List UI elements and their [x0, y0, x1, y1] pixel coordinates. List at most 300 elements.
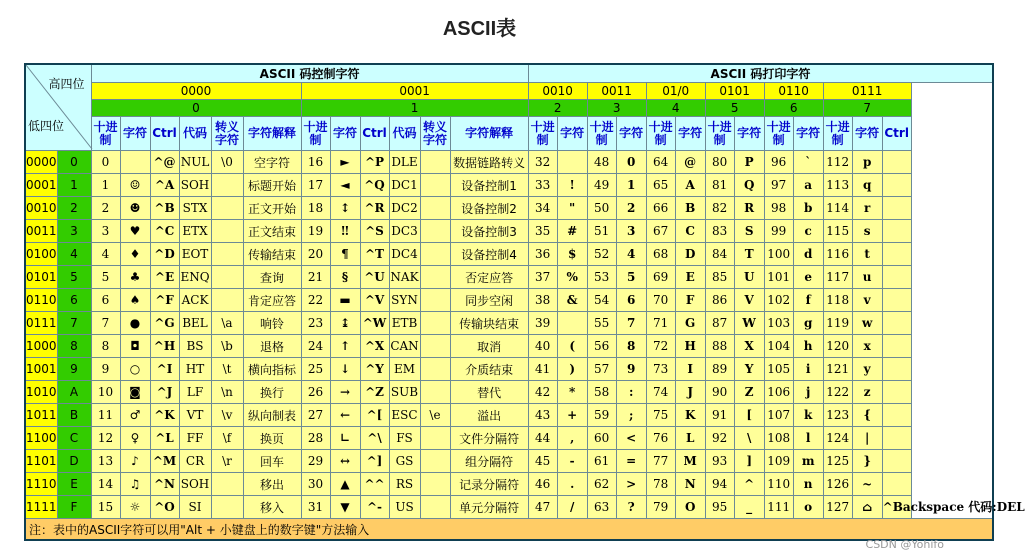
- cell-dec: 31: [301, 496, 330, 519]
- cell-dec: 84: [705, 243, 734, 266]
- section-print-title: ASCII 码打印字符: [528, 64, 993, 83]
- cell-dec: 75: [646, 404, 675, 427]
- cell-dec: 108: [764, 427, 793, 450]
- cell-dec: 94: [705, 473, 734, 496]
- cell-desc: 同步空闲: [450, 289, 528, 312]
- row-hex: C: [57, 427, 91, 450]
- cell-ctrl: ^U: [360, 266, 389, 289]
- cell-dec: 9: [91, 358, 120, 381]
- cell-escape: [420, 243, 450, 266]
- cell-char: ●: [120, 312, 150, 335]
- cell-desc: 查询: [243, 266, 301, 289]
- cell-char: C: [675, 220, 705, 243]
- cell-dec: 61: [587, 450, 616, 473]
- row-bin: 0110: [25, 289, 57, 312]
- hex-header: 7: [823, 100, 911, 117]
- cell-char: +: [557, 404, 587, 427]
- cell-dec: 42: [528, 381, 557, 404]
- cell-dec: 99: [764, 220, 793, 243]
- cell-char: m: [793, 450, 823, 473]
- cell-escape: [211, 220, 243, 243]
- row-hex: 0: [57, 151, 91, 174]
- cell-ctrl: ^F: [150, 289, 179, 312]
- cell-dec: 17: [301, 174, 330, 197]
- cell-char: ←: [330, 404, 360, 427]
- cell-char: ^: [734, 473, 764, 496]
- bin-header: 0001: [301, 83, 528, 100]
- cell-ctrl: [882, 450, 911, 473]
- cell-escape: [420, 381, 450, 404]
- hex-header: 1: [301, 100, 528, 117]
- cell-dec: 121: [823, 358, 852, 381]
- cell-desc: 正文开始: [243, 197, 301, 220]
- cell-dec: 126: [823, 473, 852, 496]
- cell-char: ☼: [120, 496, 150, 519]
- col-header-char: 字符: [852, 117, 882, 151]
- cell-desc: 换行: [243, 381, 301, 404]
- cell-code: FF: [179, 427, 211, 450]
- cell-dec: 11: [91, 404, 120, 427]
- cell-dec: 18: [301, 197, 330, 220]
- cell-ctrl: ^G: [150, 312, 179, 335]
- cell-char: /: [557, 496, 587, 519]
- cell-char: b: [793, 197, 823, 220]
- cell-dec: 71: [646, 312, 675, 335]
- cell-ctrl: ^]: [360, 450, 389, 473]
- cell-char: V: [734, 289, 764, 312]
- cell-char: {: [852, 404, 882, 427]
- cell-dec: 91: [705, 404, 734, 427]
- ascii-table: [24, 63, 1025, 541]
- cell-char: u: [852, 266, 882, 289]
- cell-char: ○: [120, 358, 150, 381]
- cell-dec: 7: [91, 312, 120, 335]
- cell-dec: 100: [764, 243, 793, 266]
- cell-dec: 14: [91, 473, 120, 496]
- cell-dec: 85: [705, 266, 734, 289]
- table-body: [25, 151, 1025, 519]
- cell-dec: 12: [91, 427, 120, 450]
- table-row: [25, 266, 993, 289]
- cell-dec: 78: [646, 473, 675, 496]
- cell-dec: 114: [823, 197, 852, 220]
- cell-dec: 74: [646, 381, 675, 404]
- cell-dec: 3: [91, 220, 120, 243]
- col-header-ctrl: Ctrl: [882, 117, 911, 151]
- row-bin: 1000: [25, 335, 57, 358]
- col-header-char: 字符: [330, 117, 360, 151]
- cell-dec: 97: [764, 174, 793, 197]
- cell-char: ♦: [120, 243, 150, 266]
- cell-dec: 35: [528, 220, 557, 243]
- cell-char: 6: [616, 289, 646, 312]
- cell-code: SI: [179, 496, 211, 519]
- cell-ctrl: ^P: [360, 151, 389, 174]
- cell-char: W: [734, 312, 764, 335]
- cell-dec: 90: [705, 381, 734, 404]
- cell-dec: 15: [91, 496, 120, 519]
- cell-char: B: [675, 197, 705, 220]
- cell-code: US: [389, 496, 420, 519]
- cell-dec: 29: [301, 450, 330, 473]
- cell-dec: 72: [646, 335, 675, 358]
- cell-escape: \n: [211, 381, 243, 404]
- row-hex: E: [57, 473, 91, 496]
- cell-escape: [420, 312, 450, 335]
- cell-ctrl: [882, 151, 911, 174]
- cell-char: d: [793, 243, 823, 266]
- watermark: CSDN @Yohifo: [865, 538, 944, 551]
- cell-char: z: [852, 381, 882, 404]
- cell-dec: 66: [646, 197, 675, 220]
- cell-escape: \r: [211, 450, 243, 473]
- cell-ctrl: ^Backspace 代码:DEL: [882, 496, 911, 519]
- cell-ctrl: ^-: [360, 496, 389, 519]
- row-hex: 4: [57, 243, 91, 266]
- cell-desc: 横向指标: [243, 358, 301, 381]
- cell-char: =: [616, 450, 646, 473]
- cell-desc: 移入: [243, 496, 301, 519]
- cell-dec: 40: [528, 335, 557, 358]
- cell-dec: 93: [705, 450, 734, 473]
- cell-code: CR: [179, 450, 211, 473]
- cell-dec: 73: [646, 358, 675, 381]
- row-bin: 1001: [25, 358, 57, 381]
- cell-dec: 4: [91, 243, 120, 266]
- cell-dec: 41: [528, 358, 557, 381]
- table-row: [25, 220, 993, 243]
- row-hex: B: [57, 404, 91, 427]
- cell-char: G: [675, 312, 705, 335]
- cell-desc: 设备控制3: [450, 220, 528, 243]
- cell-char: 4: [616, 243, 646, 266]
- cell-char: x: [852, 335, 882, 358]
- cell-ctrl: ^S: [360, 220, 389, 243]
- cell-dec: 124: [823, 427, 852, 450]
- cell-escape: \f: [211, 427, 243, 450]
- cell-ctrl: ^M: [150, 450, 179, 473]
- cell-char: ~: [852, 473, 882, 496]
- cell-char: ◙: [120, 381, 150, 404]
- cell-char: I: [675, 358, 705, 381]
- cell-char: v: [852, 289, 882, 312]
- bin-header: 01/0: [646, 83, 705, 100]
- cell-desc: 肯定应答: [243, 289, 301, 312]
- col-header-escape: 转义字符: [211, 117, 243, 151]
- cell-char: ): [557, 358, 587, 381]
- cell-dec: 95: [705, 496, 734, 519]
- cell-code: NUL: [179, 151, 211, 174]
- cell-char: 2: [616, 197, 646, 220]
- hex-header: 4: [646, 100, 705, 117]
- bin-header: 0011: [587, 83, 646, 100]
- cell-dec: 21: [301, 266, 330, 289]
- cell-dec: 92: [705, 427, 734, 450]
- cell-escape: [420, 496, 450, 519]
- row-bin: 0111: [25, 312, 57, 335]
- cell-char: E: [675, 266, 705, 289]
- cell-dec: 8: [91, 335, 120, 358]
- cell-char: ∟: [330, 427, 360, 450]
- cell-char: \: [734, 427, 764, 450]
- row-bin: 0001: [25, 174, 57, 197]
- cell-desc: 移出: [243, 473, 301, 496]
- cell-char: @: [675, 151, 705, 174]
- cell-dec: 118: [823, 289, 852, 312]
- cell-dec: 30: [301, 473, 330, 496]
- table-row: [25, 358, 993, 381]
- cell-escape: [420, 151, 450, 174]
- cell-desc: 文件分隔符: [450, 427, 528, 450]
- cell-code: CAN: [389, 335, 420, 358]
- cell-char: N: [675, 473, 705, 496]
- cell-dec: 48: [587, 151, 616, 174]
- bin-header: 0101: [705, 83, 764, 100]
- cell-escape: [420, 197, 450, 220]
- row-bin: 0000: [25, 151, 57, 174]
- cell-code: SUB: [389, 381, 420, 404]
- cell-code: EOT: [179, 243, 211, 266]
- cell-ctrl: ^L: [150, 427, 179, 450]
- table-row: [25, 427, 993, 450]
- cell-escape: \v: [211, 404, 243, 427]
- corner-low-label: 低四位: [28, 119, 65, 133]
- cell-char: M: [675, 450, 705, 473]
- cell-escape: [211, 473, 243, 496]
- cell-desc: 响铃: [243, 312, 301, 335]
- cell-escape: [211, 243, 243, 266]
- cell-dec: 81: [705, 174, 734, 197]
- cell-char: ▼: [330, 496, 360, 519]
- col-header-desc: 字符解释: [243, 117, 301, 151]
- cell-char: o: [793, 496, 823, 519]
- cell-char: ◘: [120, 335, 150, 358]
- bin-header: 0000: [91, 83, 301, 100]
- cell-desc: 取消: [450, 335, 528, 358]
- cell-dec: 89: [705, 358, 734, 381]
- cell-char: <: [616, 427, 646, 450]
- hex-header: 6: [764, 100, 823, 117]
- cell-char: $: [557, 243, 587, 266]
- cell-code: RS: [389, 473, 420, 496]
- cell-dec: 6: [91, 289, 120, 312]
- cell-char: .: [557, 473, 587, 496]
- page-title: ASCII表: [442, 18, 517, 40]
- cell-char: r: [852, 197, 882, 220]
- cell-dec: 115: [823, 220, 852, 243]
- cell-code: ETB: [389, 312, 420, 335]
- hex-header: 0: [91, 100, 301, 117]
- cell-char: ⌂: [852, 496, 882, 519]
- footnote: 注：表中的ASCII字符可以用"Alt + 小键盘上的数字键"方法输入: [25, 519, 993, 541]
- cell-dec: 65: [646, 174, 675, 197]
- cell-ctrl: ^\: [360, 427, 389, 450]
- cell-dec: 117: [823, 266, 852, 289]
- cell-code: NAK: [389, 266, 420, 289]
- cell-desc: 退格: [243, 335, 301, 358]
- cell-dec: 28: [301, 427, 330, 450]
- cell-char: [557, 312, 587, 335]
- row-hex: D: [57, 450, 91, 473]
- cell-dec: 122: [823, 381, 852, 404]
- cell-dec: 22: [301, 289, 330, 312]
- cell-ctrl: [882, 404, 911, 427]
- cell-char: ]: [734, 450, 764, 473]
- cell-dec: 110: [764, 473, 793, 496]
- cell-dec: 13: [91, 450, 120, 473]
- cell-ctrl: ^D: [150, 243, 179, 266]
- row-bin: 1010: [25, 381, 57, 404]
- cell-escape: [420, 358, 450, 381]
- cell-char: 1: [616, 174, 646, 197]
- col-header-char: 字符: [734, 117, 764, 151]
- cell-escape: [420, 427, 450, 450]
- cell-dec: 57: [587, 358, 616, 381]
- row-bin: 1111: [25, 496, 57, 519]
- cell-dec: 82: [705, 197, 734, 220]
- cell-dec: 24: [301, 335, 330, 358]
- cell-escape: [420, 220, 450, 243]
- cell-char: K: [675, 404, 705, 427]
- cell-escape: [211, 496, 243, 519]
- col-header-ctrl: Ctrl: [150, 117, 179, 151]
- cell-char: q: [852, 174, 882, 197]
- cell-dec: 55: [587, 312, 616, 335]
- cell-dec: 63: [587, 496, 616, 519]
- cell-escape: [420, 473, 450, 496]
- col-header-ctrl: Ctrl: [360, 117, 389, 151]
- table-row: [25, 450, 993, 473]
- cell-dec: 123: [823, 404, 852, 427]
- cell-char: →: [330, 381, 360, 404]
- cell-char: e: [793, 266, 823, 289]
- cell-dec: 111: [764, 496, 793, 519]
- cell-desc: 空字符: [243, 151, 301, 174]
- cell-escape: [211, 289, 243, 312]
- cell-desc: 组分隔符: [450, 450, 528, 473]
- cell-char: ♀: [120, 427, 150, 450]
- cell-dec: 116: [823, 243, 852, 266]
- cell-ctrl: [882, 243, 911, 266]
- cell-char: 9: [616, 358, 646, 381]
- cell-char: ♂: [120, 404, 150, 427]
- cell-escape: [211, 266, 243, 289]
- cell-char: i: [793, 358, 823, 381]
- cell-char: ?: [616, 496, 646, 519]
- cell-char: p: [852, 151, 882, 174]
- cell-desc: 单元分隔符: [450, 496, 528, 519]
- cell-dec: 83: [705, 220, 734, 243]
- cell-escape: [420, 174, 450, 197]
- cell-dec: 45: [528, 450, 557, 473]
- cell-char: #: [557, 220, 587, 243]
- cell-ctrl: [882, 427, 911, 450]
- cell-char: t: [852, 243, 882, 266]
- cell-ctrl: ^T: [360, 243, 389, 266]
- cell-dec: 125: [823, 450, 852, 473]
- cell-dec: 79: [646, 496, 675, 519]
- cell-char: F: [675, 289, 705, 312]
- cell-escape: \e: [420, 404, 450, 427]
- table-corner: [25, 64, 91, 151]
- cell-ctrl: [882, 289, 911, 312]
- cell-ctrl: ^I: [150, 358, 179, 381]
- cell-ctrl: ^E: [150, 266, 179, 289]
- cell-dec: 120: [823, 335, 852, 358]
- cell-ctrl: ^B: [150, 197, 179, 220]
- cell-char: ♫: [120, 473, 150, 496]
- table-row: [25, 174, 993, 197]
- cell-char: !: [557, 174, 587, 197]
- cell-char: ↑: [330, 335, 360, 358]
- row-hex: 5: [57, 266, 91, 289]
- cell-dec: 37: [528, 266, 557, 289]
- cell-dec: 67: [646, 220, 675, 243]
- cell-code: DLE: [389, 151, 420, 174]
- cell-ctrl: ^C: [150, 220, 179, 243]
- cell-code: DC1: [389, 174, 420, 197]
- cell-dec: 70: [646, 289, 675, 312]
- table-row: [25, 496, 993, 519]
- cell-char: ▬: [330, 289, 360, 312]
- cell-dec: 109: [764, 450, 793, 473]
- table-row: [25, 335, 993, 358]
- cell-dec: 0: [91, 151, 120, 174]
- cell-char: ►: [330, 151, 360, 174]
- cell-escape: [420, 289, 450, 312]
- cell-char: w: [852, 312, 882, 335]
- cell-dec: 50: [587, 197, 616, 220]
- table-row: [25, 151, 993, 174]
- table-row: [25, 404, 993, 427]
- cell-ctrl: [882, 197, 911, 220]
- cell-desc: 设备控制4: [450, 243, 528, 266]
- cell-desc: 否定应答: [450, 266, 528, 289]
- cell-dec: 20: [301, 243, 330, 266]
- cell-char: (: [557, 335, 587, 358]
- cell-char: ♪: [120, 450, 150, 473]
- table-row: [25, 197, 993, 220]
- table-row: [25, 312, 993, 335]
- cell-dec: 119: [823, 312, 852, 335]
- col-header-code: 代码: [179, 117, 211, 151]
- cell-char: ♣: [120, 266, 150, 289]
- hex-header: 3: [587, 100, 646, 117]
- cell-char: y: [852, 358, 882, 381]
- cell-ctrl: ^^: [360, 473, 389, 496]
- cell-code: GS: [389, 450, 420, 473]
- cell-char: §: [330, 266, 360, 289]
- row-hex: 7: [57, 312, 91, 335]
- cell-ctrl: ^O: [150, 496, 179, 519]
- cell-code: BS: [179, 335, 211, 358]
- cell-code: STX: [179, 197, 211, 220]
- cell-char: ↓: [330, 358, 360, 381]
- row-hex: 9: [57, 358, 91, 381]
- cell-ctrl: ^[: [360, 404, 389, 427]
- cell-escape: \b: [211, 335, 243, 358]
- cell-char: c: [793, 220, 823, 243]
- corner-high-label: 高四位: [48, 77, 85, 91]
- cell-dec: 80: [705, 151, 734, 174]
- row-bin: 1110: [25, 473, 57, 496]
- table-row: [25, 381, 993, 404]
- cell-dec: 25: [301, 358, 330, 381]
- cell-dec: 39: [528, 312, 557, 335]
- cell-char: ¶: [330, 243, 360, 266]
- cell-dec: 88: [705, 335, 734, 358]
- cell-char: D: [675, 243, 705, 266]
